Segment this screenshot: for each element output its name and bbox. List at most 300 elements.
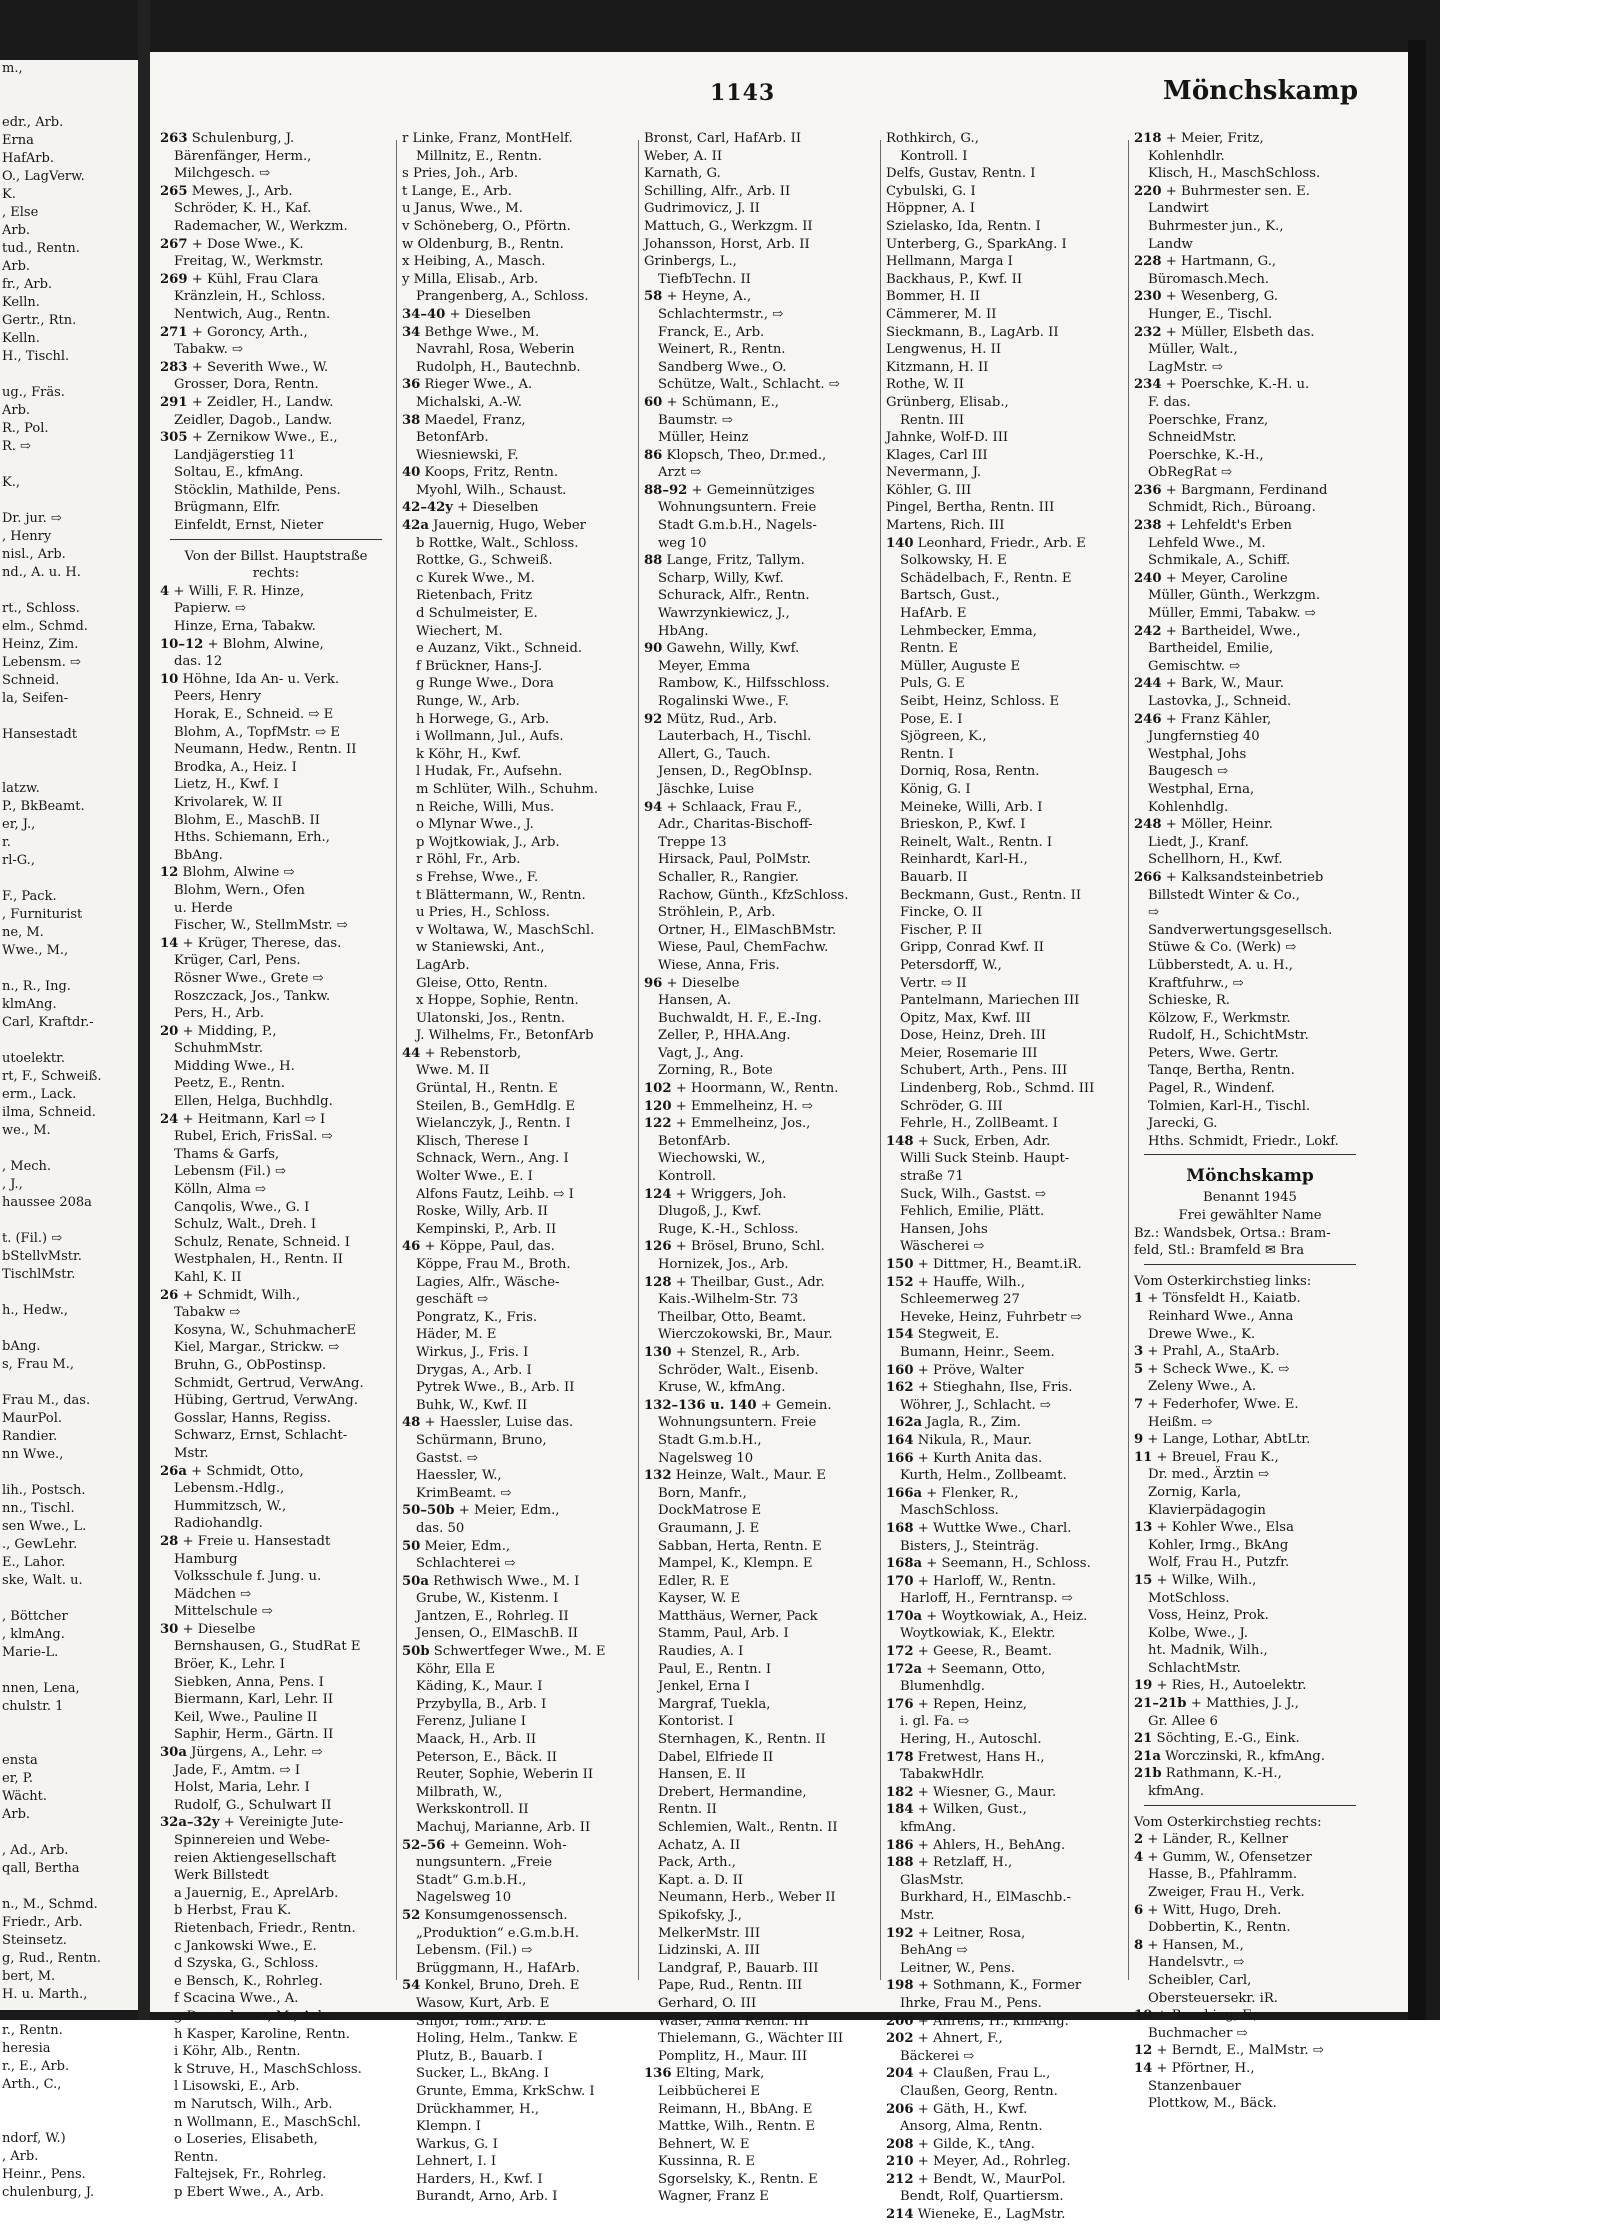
directory-entry: Adr., Charitas-Bischoff- [658,817,813,833]
directory-entry: Ihrke, Frau M., Pens. [900,1995,1042,2011]
directory-entry: 214 Wieneke, E., LagMstr. [886,2207,1066,2223]
directory-entry: Gripp, Conrad Kwf. II [900,940,1044,956]
directory-entry: 162 + Stieghahn, Ilse, Fris. [886,1380,1073,1396]
directory-entry: nungsuntern. „Freie [416,1855,553,1871]
left-page-line: la, Seifen- [2,691,69,706]
directory-entry: Fischer, P. II [900,922,983,938]
directory-entry: Wolter Wwe., E. I [416,1169,533,1185]
directory-entry: Wiese, Paul, ChemFachw. [658,940,829,956]
directory-entry: „Produktion“ e.G.m.b.H. [416,1925,580,1941]
directory-entry: Buchmacher ⇨ [1148,2025,1248,2041]
directory-entry: Lehnert, I. I [416,2154,497,2170]
directory-entry: u Pries, H., Schloss. [416,905,550,921]
directory-entry: Kohlenhdlr. [1148,148,1225,164]
directory-entry: Myohl, Wilh., Schaust. [416,482,567,498]
directory-entry: a Jauernig, E., AprelArb. [174,1885,339,1901]
directory-entry: BetonfArb. [416,430,489,446]
directory-entry: Wasow, Kurt, Arb. E [416,1995,550,2011]
directory-entry: Stamm, Paul, Arb. I [658,1626,789,1642]
directory-entry: 130 + Stenzel, R., Arb. [644,1344,800,1360]
directory-entry: 5 + Scheck Wwe., K. ⇨ [1134,1361,1290,1377]
directory-entry: Schütze, Walt., Schlacht. ⇨ [658,377,840,393]
directory-entry: Petersdorff, W., [900,957,1002,973]
directory-entry: Faltejsek, Fr., Rohrleg. [174,2167,327,2183]
column-rule [638,140,639,1980]
directory-entry: Schlachtermstr., ⇨ [658,306,784,322]
directory-entry: kfmAng. [900,1820,957,1835]
directory-entry: Drebert, Hermandine, [658,1784,807,1800]
directory-entry: Delfs, Gustav, Rentn. I [886,166,1036,182]
directory-entry: Bärenfänger, Herm., [174,148,312,164]
column-3 [644,130,876,2205]
directory-entry: Wiechert, M. [416,623,503,639]
directory-entry: 132 Heinze, Walt., Maur. E [644,1468,826,1484]
directory-entry: Neumann, Herb., Weber II [658,1890,836,1906]
directory-entry: Ströhlein, P., Arb. [658,905,776,921]
directory-entry: Opitz, Max, Kwf. III [900,1010,1031,1026]
left-page-line: qall, Bertha [2,1861,80,1876]
directory-entry: Bauarb. II [900,869,968,885]
directory-entry: Blohm, Wern., Ofen [174,882,305,898]
directory-entry: Maack, H., Arb. II [416,1732,537,1748]
left-page-line: ndorf, W.) [2,2131,66,2146]
directory-entry: Schmidt, Rich., Büroang. [1148,500,1316,516]
directory-entry: Rachow, Günth., KfzSchloss. [658,887,849,903]
directory-entry: 166 + Kurth Anita das. [886,1450,1043,1466]
directory-entry: Stadt G.m.b.H., Nagels- [658,518,817,534]
directory-entry: BbAng. [174,847,223,863]
directory-entry: 120 + Emmelheinz, H. ⇨ [644,1098,813,1114]
directory-entry: Landgraf, P., Bauarb. III [658,1960,819,1976]
directory-entry: ObRegRat ⇨ [1148,465,1233,481]
directory-entry: Sandberg Wwe., O. [658,359,787,375]
left-page-line [0,1374,138,1392]
directory-entry: h Kasper, Karoline, Rentn. [174,2026,350,2042]
directory-entry: TabakwHdlr. [900,1767,985,1783]
directory-entry: 21b Rathmann, K.-H., [1134,1766,1282,1782]
directory-entry: 166a + Flenker, R., [886,1485,1019,1501]
directory-entry: Jahnke, Wolf-D. III [886,430,1009,446]
directory-entry: Hinze, Erna, Tabakw. [174,619,316,635]
directory-entry: Holing, Helm., Tankw. E [416,2031,578,2047]
directory-entry: Rentn. III [900,412,965,428]
directory-entry: Hirsack, Paul, PolMstr. [658,852,811,868]
directory-entry: 236 + Bargmann, Ferdinand [1134,482,1328,498]
left-page-line: , J., [2,1177,23,1192]
directory-entry: m Schlüter, Wilh., Schuhm. [416,781,599,797]
directory-entry: Dorniq, Rosa, Rentn. [900,764,1040,780]
directory-entry: Westphal, Johs [1148,746,1247,762]
directory-entry: 218 + Meier, Fritz, [1134,131,1264,146]
directory-entry: LagMstr. ⇨ [1148,359,1223,375]
directory-entry: Mattke, Wilh., Rentn. E [658,2119,816,2135]
directory-entry: Kurth, Helm., Zollbeamt. [900,1468,1067,1484]
directory-entry: Thams & Garfs, [174,1146,280,1162]
left-page-line: Arb. [2,259,31,274]
directory-entry: Ulatonski, Jos., Rentn. [416,1010,566,1026]
directory-entry: 54 Konkel, Bruno, Dreh. E [402,1978,580,1994]
directory-entry: e Bensch, K., Rohrleg. [174,1973,323,1989]
directory-entry: Lebensm. (Fil.) ⇨ [416,1943,533,1959]
directory-entry: Lindenberg, Rob., Schmd. III [900,1081,1095,1097]
directory-entry: 228 + Hartmann, G., [1134,254,1277,270]
directory-entry: Seibt, Heinz, Schloss. E [900,694,1060,709]
directory-entry: Rösner Wwe., Grete ⇨ [174,970,324,986]
directory-entry: 242 + Bartheidel, Wwe., [1134,623,1301,639]
directory-entry: Schröder, Walt., Eisenb. [658,1362,819,1378]
left-page-line: edr., Arb. [2,115,64,130]
directory-entry: Kosyna, W., SchuhmacherE [174,1322,357,1338]
directory-entry: 102 + Hoormann, W., Rentn. [644,1081,839,1097]
directory-entry: 4 + Willi, F. R. Hinze, [160,583,305,599]
directory-entry: Ellen, Helga, Buchhdlg. [174,1094,333,1110]
left-page-line [0,1464,138,1482]
left-page-line: erm., Lack. [2,1087,77,1102]
directory-entry: Claußen, Georg, Rentn. [900,2083,1058,2099]
directory-entry: Pomplitz, H., Maur. III [658,2048,808,2064]
directory-entry: Bronst, Carl, HafArb. II [644,131,802,146]
directory-entry: Vom Osterkirchstieg rechts: [1134,1814,1322,1830]
directory-entry: Mstr. [900,1907,935,1923]
directory-entry: Sieckmann, B., LagArb. II [886,324,1059,340]
directory-entry: DockMatrose E [658,1503,762,1519]
directory-entry: Gudrimovicz, J. II [644,201,760,217]
directory-entry: 21a Worczinski, R., kfmAng. [1134,1748,1325,1764]
directory-entry: 50a Rethwisch Wwe., M. I [402,1573,580,1589]
directory-entry: Stüwe & Co. (Werk) ⇨ [1148,940,1297,956]
directory-entry: straße 71 [900,1169,964,1185]
column-2 [402,130,634,2205]
directory-entry: 172 + Geese, R., Beamt. [886,1644,1052,1660]
directory-entry: w Oldenburg, B., Rentn. [402,236,564,252]
directory-entry: Drückhammer, H., [416,2101,540,2117]
directory-entry: Schnack, Wern., Ang. I [416,1151,569,1167]
left-page-line: R. ⇨ [2,439,31,454]
left-page-line: Heinz, Zim. [2,637,79,652]
directory-entry: das. 12 [174,654,223,670]
left-page-line [0,2004,138,2022]
directory-entry: Pose, E. I [900,711,963,727]
left-page-line: , klmAng. [2,1627,65,1642]
directory-entry: Schürmann, Bruno, [416,1432,547,1448]
directory-entry: Dabel, Elfriede II [658,1749,774,1765]
directory-entry: s Pries, Joh., Arb. [402,166,519,182]
directory-entry: Jungfernstieg 40 [1148,729,1260,745]
directory-entry: Klavierpädagogin [1148,1502,1266,1518]
directory-entry: 269 + Kühl, Frau Clara [160,271,319,287]
left-page-line: Arb. [2,403,31,418]
directory-entry: reien Aktiengesellschaft [174,1850,337,1866]
directory-entry: 86 Klopsch, Theo, Dr.med., [644,447,827,463]
directory-entry: 154 Stegweit, E. [886,1327,1000,1343]
directory-entry: Ferenz, Juliane I [416,1714,526,1730]
directory-entry: Fischer, W., StellmMstr. ⇨ [174,918,348,934]
directory-entry: Köhr, Ella E [416,1661,495,1677]
directory-entry: Wäser, Anna Rentn. III [658,2013,809,2029]
directory-entry: Achatz, A. II [658,1837,741,1853]
directory-entry: i Köhr, Alb., Rentn. [174,2044,301,2060]
directory-entry: Wohnungsuntern. Freie [658,1415,817,1431]
directory-entry: 10–12 + Blohm, Alwine, [160,636,324,652]
column-5 [1134,130,1366,2112]
directory-entry: Buchwaldt, H. F., E.-Ing. [658,1010,822,1026]
directory-entry: 168 + Wuttke Wwe., Charl. [886,1520,1072,1536]
left-page-line: , Arb. [2,2149,39,2164]
left-page-line: m., [2,61,23,76]
directory-entry: Klages, Carl III [886,447,988,463]
directory-entry: Schwarz, Ernst, Schlacht- [174,1428,348,1444]
directory-entry: Przybylla, B., Arb. I [416,1696,547,1712]
directory-entry: l Lisowski, E., Arb. [174,2079,300,2095]
left-page-line: nisl., Arb. [2,547,66,562]
directory-entry: 230 + Wesenberg, G. [1134,289,1278,305]
directory-entry: Hornizek, Jos., Arb. [658,1257,789,1272]
directory-entry: Fehrle, H., ZollBeamt. I [900,1116,1058,1132]
directory-entry: Kontroll. I [900,148,968,164]
directory-entry: Schulz, Walt., Dreh. I [174,1217,317,1233]
directory-entry: Lagies, Alfr., Wäsche- [416,1274,560,1290]
directory-entry: Hansen, E. II [658,1767,746,1783]
directory-entry: Zweiger, Frau H., Verk. [1148,1885,1305,1900]
directory-entry: Burkhard, H., ElMaschb.- [900,1890,1071,1906]
directory-entry: Nagelsweg 10 [658,1450,754,1466]
left-page-line [0,1140,138,1158]
left-page-line: haussee 208a [2,1195,92,1210]
directory-entry: Cybulski, G. I [886,183,976,199]
left-page-line: Arth., C., [2,2077,62,2092]
directory-entry: 48 + Haessler, Luise das. [402,1415,574,1431]
directory-entry: Lastovka, J., Schneid. [1148,694,1292,709]
directory-entry: Voss, Heinz, Prok. [1148,1608,1269,1624]
directory-entry: Rubel, Erich, FrisSal. ⇨ [174,1129,333,1145]
directory-entry: Poerschke, Franz, [1148,412,1269,428]
left-page-line: Arb. [2,1807,31,1822]
directory-entry: 122 + Emmelheinz, Jos., [644,1116,811,1132]
directory-entry: Mädchen ⇨ [174,1586,252,1602]
directory-entry: Roske, Willy, Arb. II [416,1204,548,1220]
directory-entry: Kapt. a. D. II [658,1872,743,1888]
directory-entry: Bruhn, G., ObPostinsp. [174,1357,327,1373]
left-page-line [0,960,138,978]
directory-entry: Roszczack, Jos., Tankw. [174,988,331,1004]
directory-entry: c Jankowski Wwe., E. [174,1938,317,1954]
directory-entry: Reinhard Wwe., Anna [1148,1309,1294,1324]
directory-entry: 88–92 + Gemeinnütziges [644,482,815,498]
directory-entry: Obersteuersekr. iR. [1148,1990,1278,2006]
directory-entry: Martens, Rich. III [886,518,1005,534]
directory-entry: Höppner, A. I [886,201,975,217]
directory-entry: Soltau, E., kfmAng. [174,465,304,481]
directory-entry: Wirkus, J., Fris. I [416,1344,529,1360]
directory-entry: 246 + Franz Kähler, [1134,711,1272,727]
left-page-line: heresia [2,2041,51,2056]
left-page-line: sen Wwe., L. [2,1519,87,1534]
directory-entry: Kitzmann, H. II [886,359,989,375]
directory-entry: Margraf, Tuekla, [658,1696,771,1712]
directory-entry: Zeller, P., HHA.Ang. [658,1028,791,1044]
left-page-line: Hansestadt [2,727,78,742]
directory-entry: weg 10 [658,535,707,551]
directory-entry: Jenkel, Erna I [658,1679,750,1695]
left-page-line: , Henry [2,529,52,544]
directory-entry: Spikofsky, J., [658,1907,742,1923]
left-page-line: tud., Rentn. [2,241,80,256]
directory-entry: Hamburg [174,1551,238,1567]
directory-entry: 265 Mewes, J., Arb. [160,183,293,199]
directory-entry: 2 + Länder, R., Kellner [1134,1832,1289,1848]
directory-entry: Wolf, Frau H., Putzfr. [1148,1555,1290,1571]
directory-entry: Kölzow, F., Werkmstr. [1148,1010,1291,1026]
directory-entry: Westphalen, H., Rentn. II [174,1252,343,1268]
directory-entry: Dr. med., Ärztin ⇨ [1148,1467,1270,1483]
column-rule [880,140,881,1980]
directory-entry: Tabakw. ⇨ [174,342,244,358]
left-page-line: , Mech. [2,1159,52,1174]
directory-entry: t Lange, E., Arb. [402,183,512,199]
directory-entry: Mampel, K., Klempn. E [658,1556,813,1572]
directory-entry: Paul, E., Rentn. I [658,1661,772,1677]
left-page-line: R., Pol. [2,421,49,436]
left-page-line: Steinsetz. [2,1933,67,1948]
directory-entry: Siebken, Anna, Pens. I [174,1674,324,1690]
directory-entry: Peetz, E., Rentn. [174,1076,285,1092]
directory-entry: 267 + Dose Wwe., K. [160,236,304,252]
directory-entry: Werk Billstedt [174,1868,269,1884]
directory-entry: Solkowsky, H. E [900,553,1007,569]
left-page-line [0,456,138,474]
directory-entry: 152 + Hauffe, Wilh., [886,1274,1026,1290]
directory-entry: 12 + Berndt, E., MalMstr. ⇨ [1134,2043,1324,2059]
directory-entry: Backhaus, P., Kwf. II [886,271,1023,287]
left-page-line: h., Hedw., [2,1303,68,1318]
directory-entry: o Mlynar Wwe., J. [416,817,534,833]
directory-entry: 126 + Brösel, Bruno, Schl. [644,1239,825,1255]
directory-entry: Papierw. ⇨ [174,601,247,617]
left-page-line [0,744,138,762]
directory-entry: das. 50 [416,1520,465,1536]
directory-entry: Wiechowski, W., [658,1151,766,1167]
directory-entry: Hering, H., Autoschl. [900,1732,1042,1748]
left-page-line: r., Rentn. [2,2023,63,2038]
left-page-line: Lebensm. ⇨ [2,655,81,670]
directory-entry: Billstedt Winter & Co., [1148,887,1300,903]
directory-entry: Stadt G.m.b.H., [658,1432,762,1448]
street-heading: Mönchskamp [1186,1166,1314,1187]
directory-entry: kfmAng. [1148,1784,1205,1800]
directory-entry: Volksschule f. Jung. u. [174,1569,322,1585]
directory-entry: 124 + Wriggers, Joh. [644,1186,787,1202]
directory-entry: 88 Lange, Fritz, Tallym. [644,553,805,569]
directory-entry: Graumann, J. E [658,1520,760,1536]
directory-entry: HbAng. [658,623,709,639]
directory-entry: Alfons Fautz, Leihb. ⇨ I [416,1186,574,1202]
directory-entry: BetonfArb. [658,1133,731,1149]
directory-entry: Fincke, O. II [900,905,983,921]
directory-entry: Klisch, Therese I [416,1133,529,1149]
directory-entry: Hansen, A. [658,993,732,1009]
directory-entry: 7 + Federhofer, Wwe. E. [1134,1396,1299,1412]
directory-entry: Rudolf, G., Schulwart II [174,1797,332,1813]
directory-entry: Scharp, Willy, Kwf. [658,570,784,586]
directory-entry: 38 Maedel, Franz, [402,412,526,428]
directory-entry: Hellmann, Marga I [886,254,1013,270]
directory-entry: Bisters, J., Steinträg. [900,1538,1040,1554]
directory-entry: Reinhardt, Karl-H., [900,852,1028,868]
directory-entry: Fehlich, Emilie, Plätt. [900,1204,1045,1220]
directory-entry: Kränzlein, H., Schloss. [174,289,326,305]
directory-entry: Hunger, E., Tischl. [1148,306,1273,322]
directory-entry: Cämmerer, M. II [886,306,997,322]
directory-entry: 8 + Hansen, M., [1134,1937,1244,1953]
left-page-line: elm., Schmd. [2,619,88,634]
directory-entry: b Herbst, Frau K. [174,1903,292,1919]
left-page-line [0,1716,138,1734]
directory-entry: Schieske, R. [1148,993,1231,1009]
directory-entry: Gr. Allee 6 [1148,1713,1218,1729]
directory-entry: Nevermann, J. [886,465,982,481]
directory-entry: 14 + Krüger, Therese, das. [160,935,342,951]
directory-entry: Scheibler, Carl, [1148,1972,1252,1988]
directory-entry: Pantelmann, Mariechen III [900,993,1080,1009]
directory-entry: c Kurek Wwe., M. [416,570,535,586]
left-page-line: MaurPol. [2,1411,62,1426]
directory-entry: Sucker, L., BkAng. I [416,2066,550,2082]
page-edge-shadow [1408,40,1426,2020]
directory-entry: Köhler, G. III [886,482,972,498]
directory-entry: Rentn. [174,2149,219,2165]
directory-entry: 6 + Witt, Hugo, Dreh. [1134,1902,1282,1918]
running-head: Mönchskamp [1163,76,1358,106]
directory-entry: 162a Jagla, R., Zim. [886,1415,1021,1431]
directory-entry: Kayser, W. E [658,1591,741,1607]
left-page-line: nd., A. u. H. [2,565,81,580]
directory-entry: 263 Schulenburg, J. [160,131,295,146]
directory-entry: 1 + Tönsfeldt H., Kaiatb. [1134,1291,1301,1307]
left-page-line [0,2094,138,2112]
column-rule [1128,140,1129,1980]
directory-entry: Jäschke, Luise [658,781,755,797]
directory-entry: Neumann, Hedw., Rentn. II [174,742,357,758]
directory-entry: 96 + Dieselbe [644,975,740,991]
left-page-line: n., M., Schmd. [2,1897,98,1912]
directory-entry: 36 Rieger Wwe., A. [402,377,533,393]
directory-entry: Grünberg, Elisab., [886,394,1009,410]
directory-entry: Jantzen, E., Rohrleg. II [416,1608,569,1624]
directory-entry: 52–56 + Gemeinn. Woh- [402,1837,567,1853]
directory-entry: 21–21b + Matthies, J. J., [1134,1696,1299,1712]
left-page-line: utoelektr. [2,1051,65,1066]
directory-entry: Bartsch, Gust., [900,588,1000,604]
directory-entry: i. gl. Fa. ⇨ [900,1714,970,1730]
directory-entry: Bendt, Rolf, Quartiersm. [900,2189,1064,2205]
directory-entry: Müller, Walt., [1148,342,1238,358]
directory-entry: Holst, Maria, Lehr. I [174,1780,310,1796]
left-page-line: ug., Fräs. [2,385,65,400]
directory-entry: b Rottke, Walt., Schloss. [416,535,579,551]
directory-entry: Wwe. M. II [416,1063,490,1079]
directory-entry: Buhrmester jun., K., [1148,218,1284,234]
left-page-line [0,1590,138,1608]
directory-entry: F. das. [1148,394,1191,410]
directory-entry: Kontroll. [658,1169,717,1185]
directory-entry: Wohnungsuntern. Freie [658,500,817,516]
left-page-line: nnen, Lena, [2,1681,80,1696]
directory-entry: Zeleny Wwe., A. [1148,1379,1257,1395]
left-page-line: O., LagVerw. [2,169,85,184]
page-header [150,52,1408,124]
left-page-line [0,1032,138,1050]
directory-entry: TiefbTechn. II [658,271,751,287]
